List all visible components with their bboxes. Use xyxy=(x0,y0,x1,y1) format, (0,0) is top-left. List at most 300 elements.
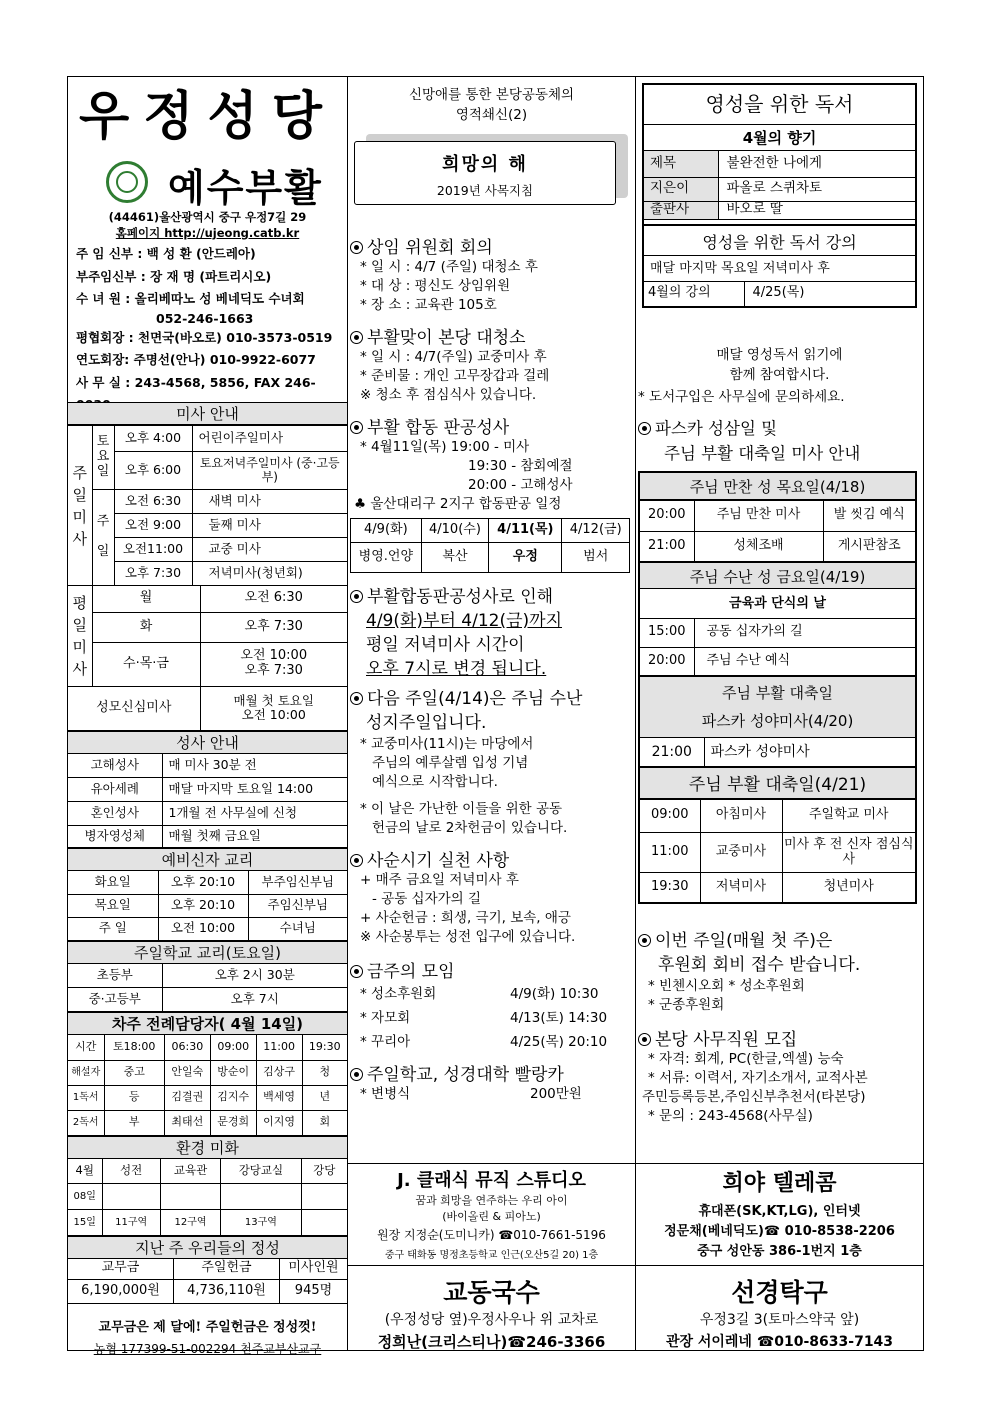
table-cell: 청년미사 xyxy=(782,872,915,902)
text-item: 신망애를 통한 본당공동체의 xyxy=(408,87,575,103)
table-cell: 매달 마지막 토요일 14:00 xyxy=(162,778,347,802)
section-title xyxy=(350,233,635,258)
mass-time: 오전 6:30 xyxy=(114,490,192,514)
banner-title: 희망의 해 xyxy=(442,154,528,175)
text-item: 부활 합동 판공성사 xyxy=(367,418,510,438)
table-cell: 1개월 전 사무실에 신청 xyxy=(162,802,347,826)
text-item: 주 임 신부 : xyxy=(76,246,143,261)
text-item: 파스카 성야미사(4/20) xyxy=(701,712,854,730)
mass-name: 교중 미사 xyxy=(192,538,347,562)
sunday-school-title: 주일학교 교리(토요일) xyxy=(68,941,347,964)
section-title xyxy=(350,1060,635,1085)
address: (44461)울산광역시 중구 우정7길 29 xyxy=(108,210,307,224)
marian-mass-label: 성모신심미사 xyxy=(68,686,200,730)
text-item: 헌금의 날로 2차헌금이 있습니다. xyxy=(372,820,568,836)
table-cell: 화요일 xyxy=(68,871,158,894)
offering-slogan: 교무금은 제 달에! 주일헌금은 정성껏! xyxy=(98,1319,317,1335)
table-cell: 교중미사 xyxy=(700,832,782,872)
intro-text xyxy=(348,85,635,125)
text-item: * 자모회 xyxy=(360,1010,411,1026)
text-item: * 빈첸시오회 * 성소후원회 xyxy=(648,978,805,994)
table-cell: 11:00 xyxy=(640,832,700,872)
mass-name: 어린이주일미사 xyxy=(192,426,347,452)
staff-row xyxy=(76,311,347,327)
homepage-link[interactable]: 홈페이지 http://ujeong.catb.kr xyxy=(115,226,300,240)
weekday-time: 오전 6:30 xyxy=(200,586,347,612)
table-cell: 김결권 xyxy=(164,1085,210,1110)
text-item xyxy=(638,417,917,441)
text-item: 부주임신부 : xyxy=(76,268,146,284)
catechumen-table xyxy=(68,871,347,941)
table-row xyxy=(640,800,915,832)
mass-time: 오전11:00 xyxy=(114,538,192,562)
table-cell xyxy=(301,1184,347,1210)
text-item: 백 성 환 (안드레아) xyxy=(146,246,256,261)
table-row xyxy=(640,531,915,561)
table-cell: 해설자 xyxy=(68,1060,104,1085)
table-cell: 12구역 xyxy=(160,1210,221,1236)
text-item: * 대 상 : 평신도 상임위원 xyxy=(360,278,511,294)
text-item: 오후 7시로 변경 됩니다. xyxy=(366,659,547,679)
staff-row xyxy=(76,349,347,372)
text-item: 수 녀 원 : xyxy=(76,291,131,306)
table-cell: 병영.언양 xyxy=(351,543,422,573)
table-cell: 09:00 xyxy=(210,1035,256,1060)
bullet-icon xyxy=(350,965,363,978)
table-row xyxy=(68,1184,347,1210)
table-cell: 등 xyxy=(104,1085,164,1110)
table-cell: 수녀님 xyxy=(248,917,347,940)
table-cell: 주님 수난 예식 xyxy=(694,647,915,675)
table-row xyxy=(640,619,915,647)
text-item: 주일학교, 성경대학 빨랑카 xyxy=(367,1065,564,1085)
staff-row xyxy=(76,288,347,311)
table-cell: 성체조배 xyxy=(694,531,823,561)
church-logo-icon xyxy=(106,161,148,203)
offering-title: 지난 주 우리들의 정성 xyxy=(68,1236,347,1259)
weekday-time: 오후 7:30 xyxy=(200,612,347,642)
table-cell: 4/11(목) xyxy=(489,519,562,543)
table-cell: 중·고등부 xyxy=(68,988,162,1012)
lecture-table xyxy=(644,282,915,306)
ad-title: J. 클래식 뮤직 스튜디오 xyxy=(397,1170,586,1191)
table-cell: 1독서 xyxy=(68,1085,104,1110)
table-cell: 출판사 xyxy=(644,201,718,219)
table-cell: 저녁미사 xyxy=(700,872,782,902)
mass-time: 오후 6:00 xyxy=(114,452,192,490)
text-item: * 이 날은 가난한 이들을 위한 공동 xyxy=(360,801,563,817)
table-row xyxy=(68,894,347,917)
sacraments-title: 성사 안내 xyxy=(68,731,347,754)
table-cell: 2독서 xyxy=(68,1110,104,1135)
table-cell: 바오로 딸 xyxy=(718,201,915,219)
fasting-day: 금육과 단식의 날 xyxy=(640,589,915,619)
table-cell: 4월의 강의 xyxy=(644,282,744,306)
mass-name: 저녁미사(청년회) xyxy=(192,562,347,586)
text-item xyxy=(638,471,917,904)
table-cell: 안일숙 xyxy=(164,1060,210,1085)
text-item: 정문채(베네딕도)☎ 010-8538-2206 xyxy=(664,1224,895,1239)
telecom-ad xyxy=(636,1163,923,1266)
table-row xyxy=(68,988,347,1012)
confession-notice xyxy=(350,585,635,681)
text-item: * 장 소 : 교육관 105호 xyxy=(360,297,497,313)
table-cell: 초등부 xyxy=(68,964,162,988)
text-item: + 매주 금요일 저녁미사 후 xyxy=(360,872,519,888)
text-item: * 준비물 : 개인 고무장갑과 걸레 xyxy=(360,368,550,384)
mass-time: 오후 7:30 xyxy=(114,562,192,586)
table-row xyxy=(640,738,915,766)
table-row xyxy=(68,802,347,826)
easter-vigil-title xyxy=(640,675,915,738)
billiard-ad xyxy=(636,1267,923,1352)
table-cell: 20:00 xyxy=(640,501,694,531)
table-cell: 제목 xyxy=(644,151,718,177)
text-item: 다음 주일(4/14)은 주님 수난 xyxy=(367,689,583,709)
section-title xyxy=(638,1025,923,1050)
table-cell: 4,736,110원 xyxy=(173,1279,279,1303)
sunday-label: 주 일 xyxy=(92,490,114,586)
text-item: 꿈과 희망을 연주하는 우리 아이 xyxy=(415,1194,568,1207)
good-friday-title: 주님 수난 성 금요일(4/19) xyxy=(640,561,915,589)
sunday-school-table xyxy=(68,964,347,1013)
table-cell: 11:00 xyxy=(256,1035,302,1060)
cleanup-table xyxy=(68,1159,347,1237)
staff-row xyxy=(76,266,347,289)
text-item: 중구 태화동 명정초등학교 인근(오산5길 20) 1층 xyxy=(384,1250,599,1261)
mass-time: 오후 4:00 xyxy=(114,426,192,452)
table-cell xyxy=(102,1184,160,1210)
text-item: 매달 영성독서 읽기에 xyxy=(716,347,843,363)
ad-title: 교동국수 xyxy=(443,1278,540,1307)
text-item: 천면국(바오로) 010-3573-0519 xyxy=(138,329,333,345)
text-item: 사 무 실 : xyxy=(76,374,131,390)
table-cell: 부 xyxy=(104,1110,164,1135)
sacraments-table xyxy=(68,754,347,849)
table-cell: 유아세례 xyxy=(68,778,162,802)
table-row xyxy=(68,778,347,802)
lecture-title: 영성을 위한 독서 강의 xyxy=(644,224,915,256)
good-friday-table xyxy=(640,619,915,675)
table-cell xyxy=(221,1184,301,1210)
lecture-when: 매달 마지막 목요일 저녁미사 후 xyxy=(644,256,915,282)
text-item: * 군종후원회 xyxy=(648,997,725,1013)
table-row xyxy=(351,519,630,543)
text-item: 052-246-1663 xyxy=(156,310,254,326)
table-row xyxy=(68,1110,347,1135)
table-cell: 교무금 xyxy=(68,1259,173,1279)
table-cell: 06:30 xyxy=(164,1035,210,1060)
holy-thursday-table xyxy=(640,501,915,561)
reading-box xyxy=(642,83,917,308)
liturgy-table xyxy=(68,1035,347,1136)
text-item: - 공동 십자가의 길 xyxy=(372,891,482,907)
table-row xyxy=(68,1259,347,1279)
text-item: 19:30 - 참회예절 xyxy=(468,458,573,474)
table-row xyxy=(68,1085,347,1110)
table-cell: 4/9(화) xyxy=(351,519,422,543)
table-cell: 4/25(목) xyxy=(752,285,805,301)
bullet-icon xyxy=(638,1033,651,1046)
weekday-day: 화 xyxy=(92,612,200,642)
table-cell: 15일 xyxy=(68,1210,102,1236)
text-item: * 자격: 회계, PC(한글,엑셀) 능숙 xyxy=(648,1051,844,1067)
text-item xyxy=(350,1006,635,1030)
text-item: 후원회 회비 접수 받습니다. xyxy=(658,955,861,975)
text-item: (우정성당 옆)우정사우나 위 교차로 xyxy=(384,1312,599,1328)
right-column xyxy=(636,77,923,1350)
text-item: 휴대폰(SK,KT,LG), 인터넷 xyxy=(698,1204,861,1219)
table-row xyxy=(68,686,347,730)
mass-guide-title: 미사 안내 xyxy=(68,402,347,425)
text-item: 평일 저녁미사 시간이 xyxy=(366,635,525,655)
text-item xyxy=(638,929,923,953)
text-item: ♣ 울산대리구 2지구 합동판공 일정 xyxy=(354,496,562,512)
text-item: 파스카 성삼일 및 xyxy=(655,419,778,438)
table-cell: 08일 xyxy=(68,1184,102,1210)
marian-mass-time: 매월 첫 토요일 오전 10:00 xyxy=(200,686,347,730)
text-item: (바이올린 & 피아노) xyxy=(442,1210,541,1223)
text-item: 4/13(토) 14:30 xyxy=(510,1010,608,1026)
music-studio-ad xyxy=(348,1163,635,1266)
bullet-icon xyxy=(350,692,363,705)
table-row xyxy=(68,1159,347,1184)
mass-name: 새벽 미사 xyxy=(192,490,347,514)
table-cell: 19:30 xyxy=(302,1035,347,1060)
bank-account: 농협 177399-51-002294 천주교부산교구 xyxy=(93,1341,322,1356)
table-cell: 오후 2시 30분 xyxy=(162,964,347,988)
banner-subtitle: 2019년 사목지침 xyxy=(436,183,534,198)
table-cell: 병자영성체 xyxy=(68,826,162,848)
table-cell: 방순이 xyxy=(210,1060,256,1085)
text-item: * 교중미사(11시)는 마당에서 xyxy=(360,736,534,752)
text-item: 사순시기 실천 사항 xyxy=(367,851,510,871)
text-item: 평협회장 : xyxy=(76,329,134,345)
mass-guide xyxy=(68,402,347,1357)
table-row xyxy=(68,917,347,940)
text-item: * 4월11일(목) 19:00 - 미사 xyxy=(360,439,530,455)
table-cell: 오후 20:10 xyxy=(158,871,248,894)
text-item: * 문의 : 243-4568(사무실) xyxy=(648,1108,813,1124)
saturday-label: 토 요 일 xyxy=(92,426,114,490)
table-cell: 게시판참조 xyxy=(823,531,915,561)
table-row xyxy=(68,1210,347,1236)
table-cell xyxy=(301,1210,347,1236)
table-cell: 주일헌금 xyxy=(173,1259,279,1279)
ad-title: 희야 텔레콤 xyxy=(722,1171,837,1196)
table-cell: 매 미사 30분 전 xyxy=(162,754,347,778)
bullet-icon xyxy=(350,854,363,867)
text-item: 예식으로 시작합니다. xyxy=(372,774,498,790)
text-item: 20:00 - 고해성사 xyxy=(468,477,573,493)
table-row xyxy=(68,1279,347,1303)
table-cell: 11구역 xyxy=(102,1210,160,1236)
text-item: * 일 시 : 4/7 (주일) 대청소 후 xyxy=(360,259,538,275)
table-row xyxy=(68,426,347,452)
table-cell: 4/12(금) xyxy=(562,519,630,543)
text-item: 주명선(안나) 010-9922-6077 xyxy=(133,352,316,367)
table-row xyxy=(68,642,347,686)
section-title xyxy=(350,413,635,438)
text-item: 상임 위원회 회의 xyxy=(367,238,493,258)
table-cell: 혼인성사 xyxy=(68,802,162,826)
table-cell: 년 xyxy=(302,1085,347,1110)
text-item: * 서류: 이력서, 자기소개서, 교적사본 xyxy=(648,1070,868,1086)
reading-note xyxy=(636,345,923,385)
table-row xyxy=(644,177,915,201)
table-cell: 주님 만찬 미사 xyxy=(694,501,823,531)
text-item: 부활합동판공성사로 인해 xyxy=(367,587,554,607)
table-row xyxy=(68,871,347,894)
text-item: 중구 성안동 386-1번지 1층 xyxy=(697,1244,862,1259)
weekday-mass-label: 평 일 미 사 xyxy=(68,586,92,686)
table-row xyxy=(640,647,915,675)
section-title xyxy=(350,957,635,982)
banner xyxy=(354,141,616,205)
text-item: 200만원 xyxy=(530,1086,582,1102)
mass-time: 오전 9:00 xyxy=(114,514,192,538)
confession-schedule-table xyxy=(350,518,630,573)
text-item: 올리베따노 성 베네딕도 수녀회 xyxy=(134,291,305,306)
text-item: 금주의 모임 xyxy=(367,962,455,982)
table-cell: 회 xyxy=(302,1110,347,1135)
table-row xyxy=(644,151,915,177)
bullet-icon xyxy=(638,422,651,435)
weekday-time: 오전 10:00 오후 7:30 xyxy=(200,642,347,686)
text-item: 장 재 명 (파트리시오) xyxy=(150,268,272,284)
table-row xyxy=(640,832,915,872)
table-cell: 오전 10:00 xyxy=(158,917,248,940)
sunday-mass-label: 주 일 미 사 xyxy=(68,426,92,586)
text-item: 주님 부활 대축일 미사 안내 xyxy=(664,444,861,463)
text-item: ※ 청소 후 점심식사 있습니다. xyxy=(360,387,537,403)
reading-note-3: * 도서구입은 사무실에 문의하세요. xyxy=(638,389,845,405)
table-cell: 아침미사 xyxy=(700,800,782,832)
table-cell: 김지수 xyxy=(210,1085,256,1110)
table-row xyxy=(68,586,347,612)
table-row xyxy=(644,282,915,306)
table-cell: 교육관 xyxy=(160,1159,221,1184)
ad-title: 선경탁구 xyxy=(731,1278,828,1307)
text-item: 함께 참여합시다. xyxy=(729,367,830,383)
holy-thursday-title: 주님 만찬 성 목요일(4/18) xyxy=(640,473,915,501)
bullet-icon xyxy=(638,934,651,947)
book-heading: 4월의 향기 xyxy=(644,125,915,151)
table-cell: 이지영 xyxy=(256,1110,302,1135)
mass-name: 둘째 미사 xyxy=(192,514,347,538)
catechumen-title: 예비신자 교리 xyxy=(68,848,347,871)
easter-sunday-table xyxy=(640,800,915,902)
cleanup-title: 환경 미화 xyxy=(68,1136,347,1159)
bulletin-page xyxy=(67,76,924,1356)
text-item: 우정3길 3(토마스약국 앞) xyxy=(699,1312,860,1328)
text-item: 영적쇄신(2) xyxy=(455,107,528,123)
text-item: * 변병식 xyxy=(360,1086,411,1102)
table-cell xyxy=(160,1184,221,1210)
table-cell: 강당 xyxy=(301,1159,347,1184)
text-item xyxy=(350,1030,635,1054)
left-column xyxy=(68,77,348,1356)
table-cell: 945명 xyxy=(279,1279,347,1303)
easter-sunday-title: 주님 부활 대축일(4/21) xyxy=(640,766,915,800)
staff-row xyxy=(76,327,347,350)
text-item: * 꾸리아 xyxy=(360,1034,411,1050)
table-cell: 20:00 xyxy=(640,647,694,675)
table-cell: 중고 xyxy=(104,1060,164,1085)
text-item: 연도회장: xyxy=(76,352,130,367)
text-item: 관장 서이레네 ☎010-8633-7143 xyxy=(665,1334,894,1350)
table-row xyxy=(68,612,347,642)
table-cell: 고해성사 xyxy=(68,754,162,778)
table-cell: 백세영 xyxy=(256,1085,302,1110)
table-cell: 13구역 xyxy=(221,1210,301,1236)
bullet-icon xyxy=(350,241,363,254)
table-row xyxy=(68,490,347,514)
text-item: 주님 부활 대축일 xyxy=(722,684,833,702)
text-item: 정희난(크리스티나)☎246-3366 xyxy=(377,1333,606,1351)
table-cell: 19:30 xyxy=(640,872,700,902)
table-cell: 시간 xyxy=(68,1035,104,1060)
text-item: 4/9(화)부터 4/12(금)까지 xyxy=(366,611,562,631)
table-cell: 오후 7시 xyxy=(162,988,347,1012)
table-cell: 우정 xyxy=(489,543,562,573)
bullet-icon xyxy=(350,1068,363,1081)
weekday-day: 수·목·금 xyxy=(92,642,200,686)
table-cell: 주일학교 미사 xyxy=(782,800,915,832)
text-item: 243-4568, 5856, FAX 246- xyxy=(134,374,316,390)
table-row xyxy=(68,826,347,848)
staff-row xyxy=(76,243,347,266)
table-cell: 4월 xyxy=(68,1159,102,1184)
table-cell: 09:00 xyxy=(640,800,700,832)
text-item: 성지주일입니다. xyxy=(366,713,487,733)
table-cell: 부주임신부님 xyxy=(248,871,347,894)
text-item: 원장 지정순(도미니카) ☎010-7661-5196 xyxy=(377,1228,606,1242)
weekday-mass-table xyxy=(68,586,347,731)
table-cell: 파스카 성야미사 xyxy=(704,738,915,766)
offering-table xyxy=(68,1259,347,1304)
notices xyxy=(350,231,635,1104)
text-item: 4/9(화) 10:30 xyxy=(510,986,599,1002)
noodle-ad xyxy=(348,1267,635,1352)
liturgy-title: 차주 전례담당자( 4월 14일) xyxy=(68,1012,347,1035)
text-item xyxy=(350,585,635,609)
table-row xyxy=(68,1035,347,1060)
easter-vigil-table xyxy=(640,738,915,766)
table-cell: 파올로 스퀴차토 xyxy=(718,177,915,201)
text-item: 주민등록등본,주임신부추천서(타본당) xyxy=(642,1089,866,1105)
table-cell: 4/10(수) xyxy=(421,519,489,543)
text-item: 이번 주일(매월 첫 주)은 xyxy=(655,931,833,951)
text-item: 주님의 예루살렘 입성 기념 xyxy=(372,755,529,771)
text-item: 4/25(목) 20:10 xyxy=(510,1034,608,1050)
table-cell: 공동 십자가의 길 xyxy=(694,619,915,647)
text-item: 본당 사무직원 모집 xyxy=(655,1030,798,1050)
mass-table xyxy=(68,425,347,586)
table-cell: 6,190,000원 xyxy=(68,1279,173,1303)
text-item xyxy=(116,171,138,193)
mass-name: 토요저녁주일미사 (중·고등부) xyxy=(192,452,347,490)
table-cell: 문경희 xyxy=(210,1110,256,1135)
table-cell: 주임신부님 xyxy=(248,894,347,917)
table-cell: 미사인원 xyxy=(279,1259,347,1279)
table-row xyxy=(640,872,915,902)
table-cell: 범서 xyxy=(562,543,630,573)
text-item: * 일 시 : 4/7(주일) 교중미사 후 xyxy=(360,349,547,365)
table-row xyxy=(68,964,347,988)
table-row xyxy=(640,501,915,531)
reading-title: 영성을 위한 독서 xyxy=(644,85,915,125)
